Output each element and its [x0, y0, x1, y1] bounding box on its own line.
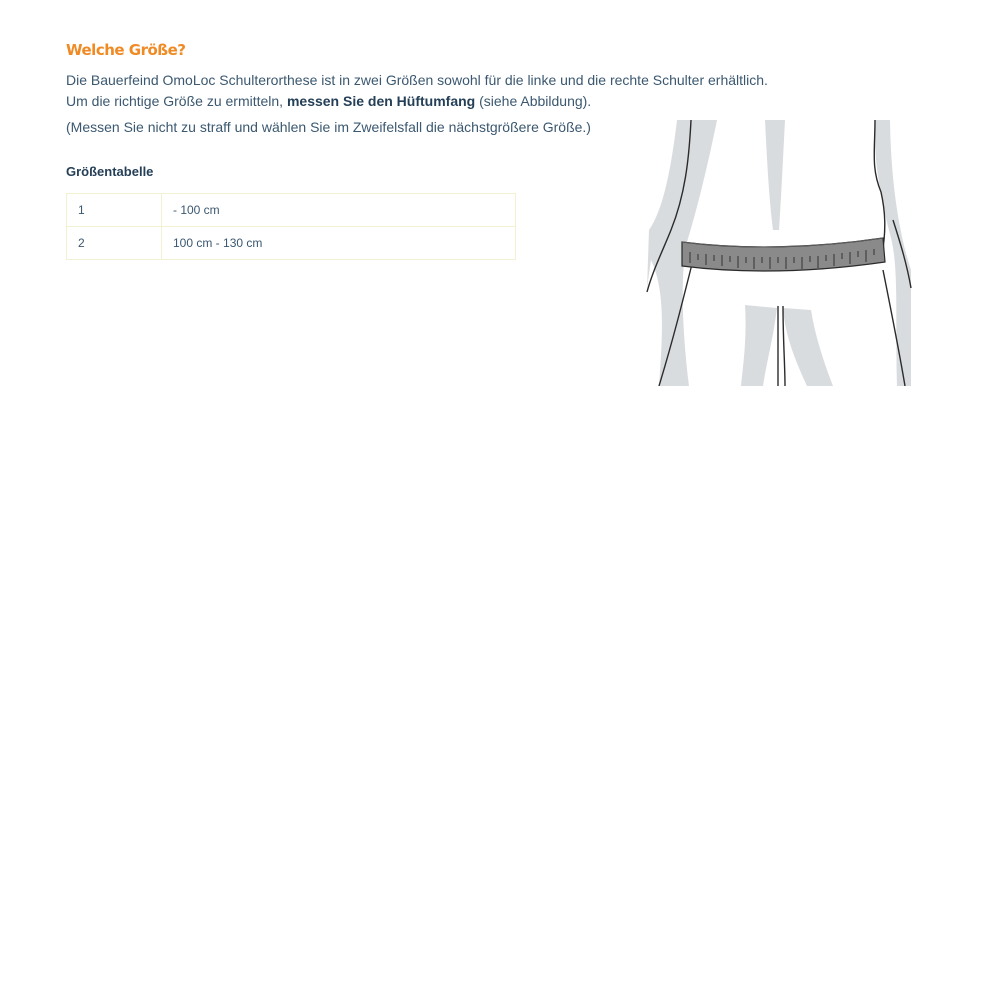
table-row — [67, 227, 516, 260]
size-cell: 1 — [67, 194, 162, 227]
intro-line-2-start: Um die richtige Größe zu ermitteln, — [66, 93, 287, 109]
intro-line-2-end: (siehe Abbildung). — [475, 93, 592, 109]
page-title: Welche Größe? — [66, 41, 186, 59]
range-cell: 100 cm - 130 cm — [162, 227, 516, 260]
intro-text — [66, 70, 768, 112]
hip-measurement-illustration — [645, 120, 913, 386]
range-cell: - 100 cm — [162, 194, 516, 227]
size-table — [66, 193, 516, 260]
size-table-title: Größentabelle — [66, 164, 154, 179]
measuring-tape — [682, 238, 885, 271]
size-cell: 2 — [67, 227, 162, 260]
measure-note: (Messen Sie nicht zu straff und wählen Sie im Zweifelsfall die nächstgrößere Größe.) — [66, 119, 591, 135]
intro-line-1: Die Bauerfeind OmoLoc Schulterorthese ist in zwei Größen sowohl für die linke und die rechte Schulter erhältlich. — [66, 72, 768, 88]
torso-measuring-tape-icon — [645, 120, 913, 386]
intro-line-2-emphasis: messen Sie den Hüftumfang — [286, 93, 476, 109]
table-row — [67, 194, 516, 227]
